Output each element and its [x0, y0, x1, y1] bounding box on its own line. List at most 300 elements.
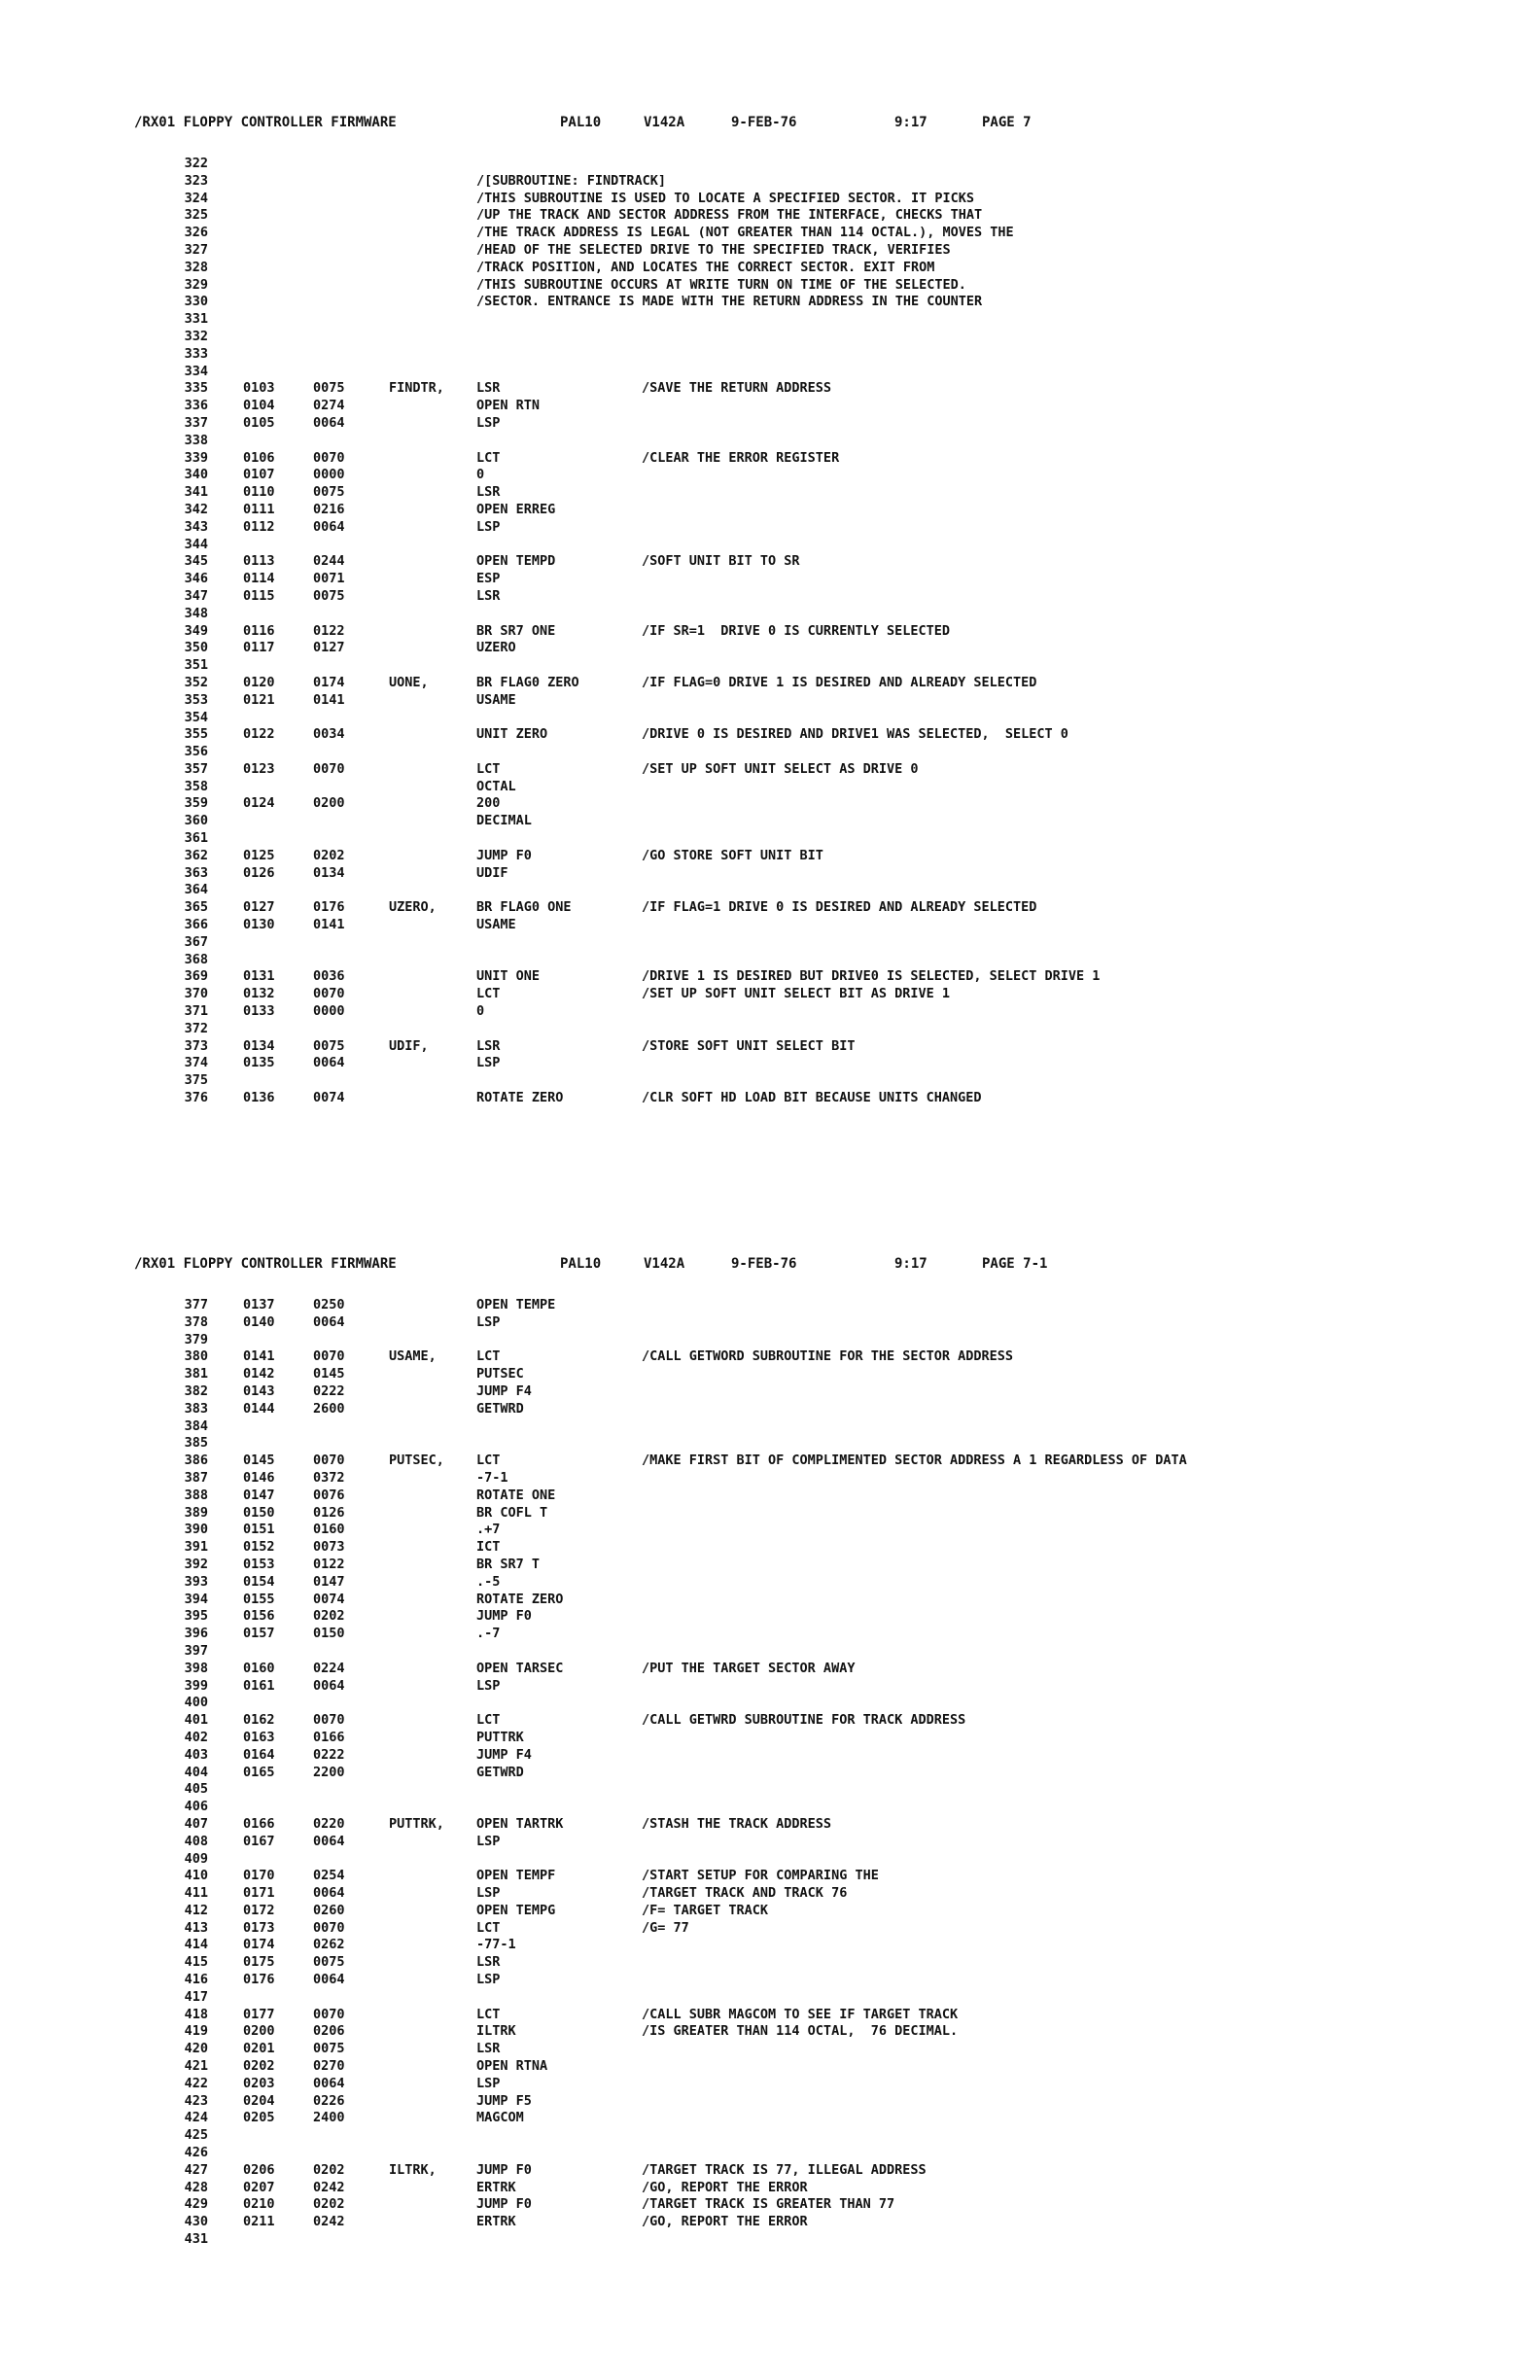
address: 0161 [243, 1677, 275, 1694]
operation: LSP [476, 1055, 501, 1071]
line-number: 394 [184, 1591, 208, 1607]
line-number: 327 [184, 241, 208, 258]
octal-code: 0070 [313, 2006, 345, 2022]
header-version: V142A [644, 1256, 685, 1272]
page-header [0, 115, 1540, 134]
operation: JUMP F0 [476, 2161, 532, 2178]
octal-code: 0150 [313, 1626, 345, 1642]
octal-code: 0202 [313, 2161, 345, 2178]
address: 0126 [243, 864, 275, 881]
address: 0167 [243, 1833, 275, 1849]
listing-line [0, 1297, 1540, 1314]
line-number: 341 [184, 484, 208, 501]
operation: LSP [476, 2075, 501, 2091]
listing-line [0, 2127, 1540, 2145]
line-number: 353 [184, 691, 208, 708]
address: 0156 [243, 1608, 275, 1625]
octal-code: 0242 [313, 2214, 345, 2230]
line-number: 325 [184, 207, 208, 224]
listing-line [0, 191, 1540, 208]
operation: OPEN TEMPF [476, 1868, 556, 1884]
address: 0136 [243, 1090, 275, 1106]
address: 0150 [243, 1504, 275, 1521]
line-number: 397 [184, 1642, 208, 1659]
listing-page-7 [0, 115, 1540, 1107]
listing-line [0, 1868, 1540, 1885]
octal-code: 0075 [313, 2041, 345, 2057]
operation: BR SR7 T [476, 1556, 541, 1572]
address: 0110 [243, 484, 275, 501]
comment: /TARGET TRACK IS GREATER THAN 77 [642, 2196, 895, 2213]
address: 0142 [243, 1366, 275, 1382]
address: 0145 [243, 1452, 275, 1469]
operation: USAME [476, 917, 516, 933]
listing-line [0, 571, 1540, 588]
octal-code: 0064 [313, 1972, 345, 1988]
line-number: 333 [184, 345, 208, 362]
listing-line [0, 934, 1540, 952]
operation: OPEN RTN [476, 398, 541, 414]
operation: OPEN TEMPE [476, 1297, 556, 1312]
line-number: 429 [184, 2196, 208, 2213]
operation: LCT [476, 2006, 501, 2022]
address: 0175 [243, 1954, 275, 1971]
listing-line [0, 1954, 1540, 1972]
line-number: 420 [184, 2041, 208, 2057]
header-title: /RX01 FLOPPY CONTROLLER FIRMWARE [134, 115, 397, 130]
operation: LSP [476, 1972, 501, 1988]
operation: /THIS SUBROUTINE IS USED TO LOCATE A SPECIFIED SECTOR. IT PICKS [476, 190, 975, 206]
label: PUTSEC, [389, 1452, 444, 1469]
line-number: 411 [184, 1885, 208, 1902]
octal-code: 0134 [313, 864, 345, 881]
label: UDIF, [389, 1037, 429, 1054]
line-number: 335 [184, 380, 208, 397]
address: 0163 [243, 1729, 275, 1745]
line-number: 336 [184, 398, 208, 414]
octal-code: 0070 [313, 986, 345, 1002]
address: 0105 [243, 414, 275, 431]
line-number: 412 [184, 1902, 208, 1918]
listing-line [0, 779, 1540, 796]
operation: DECIMAL [476, 813, 532, 829]
octal-code: 0145 [313, 1366, 345, 1382]
operation: GETWRD [476, 1400, 524, 1417]
address: 0166 [243, 1815, 275, 1832]
comment: /GO STORE SOFT UNIT BIT [642, 847, 823, 863]
listing-line [0, 2023, 1540, 2041]
listing-line [0, 225, 1540, 242]
octal-code: 0064 [313, 1885, 345, 1902]
operation: BR SR7 ONE [476, 622, 556, 639]
line-number: 403 [184, 1746, 208, 1763]
octal-code: 0064 [313, 1313, 345, 1330]
line-number: 380 [184, 1348, 208, 1365]
octal-code: 0250 [313, 1297, 345, 1312]
operation: OPEN RTNA [476, 2058, 548, 2075]
line-number: 328 [184, 259, 208, 275]
line-number: 408 [184, 1833, 208, 1849]
listing-line [0, 2162, 1540, 2180]
address: 0113 [243, 553, 275, 570]
operation: LCT [476, 1919, 501, 1936]
listing-line [0, 1695, 1540, 1712]
octal-code: 0071 [313, 571, 345, 587]
listing-line [0, 1055, 1540, 1072]
operation: UNIT ZERO [476, 726, 548, 743]
line-number: 371 [184, 1003, 208, 1020]
address: 0207 [243, 2179, 275, 2195]
listing-line [0, 1608, 1540, 1626]
listing-line [0, 380, 1540, 398]
listing-line [0, 657, 1540, 675]
operation: /[SUBROUTINE: FINDTRACK] [476, 172, 667, 189]
operation: LSP [476, 1313, 501, 1330]
octal-code: 0206 [313, 2023, 345, 2040]
address: 0121 [243, 691, 275, 708]
line-number: 405 [184, 1781, 208, 1798]
operation: LSR [476, 1954, 501, 1971]
octal-code: 0224 [313, 1660, 345, 1676]
listing-line [0, 415, 1540, 433]
line-number: 416 [184, 1972, 208, 1988]
address: 0201 [243, 2041, 275, 2057]
address: 0127 [243, 899, 275, 916]
line-number: 326 [184, 225, 208, 241]
line-number: 355 [184, 726, 208, 743]
address: 0146 [243, 1469, 275, 1486]
line-number: 368 [184, 951, 208, 967]
comment: /STASH THE TRACK ADDRESS [642, 1815, 832, 1832]
listing-line [0, 1072, 1540, 1090]
line-number: 338 [184, 432, 208, 448]
operation: /TRACK POSITION, AND LOCATES THE CORRECT SECTOR. EXIT FROM [476, 259, 935, 275]
comment: /CLR SOFT HD LOAD BIT BECAUSE UNITS CHANGED [642, 1090, 982, 1106]
listing-line [0, 502, 1540, 519]
octal-code: 0127 [313, 640, 345, 656]
octal-code: 0202 [313, 2196, 345, 2213]
listing-line [0, 623, 1540, 641]
listing-line [0, 2196, 1540, 2214]
listing-line [0, 813, 1540, 830]
operation: JUMP F0 [476, 847, 532, 863]
operation: OPEN TEMPG [476, 1902, 556, 1918]
line-number: 334 [184, 363, 208, 379]
listing-lines [0, 1297, 1540, 2249]
label: FINDTR, [389, 380, 444, 397]
octal-code: 0202 [313, 1608, 345, 1625]
octal-code: 0226 [313, 2092, 345, 2109]
address: 0135 [243, 1055, 275, 1071]
listing-line [0, 899, 1540, 917]
line-number: 387 [184, 1469, 208, 1486]
operation: UDIF [476, 864, 508, 881]
header-page-number: PAGE 7 [982, 115, 1032, 130]
listing-line [0, 2093, 1540, 2111]
operation: LCT [476, 760, 501, 777]
octal-code: 0242 [313, 2179, 345, 2195]
operation: OPEN TARSEC [476, 1660, 564, 1676]
comment: /CLEAR THE ERROR REGISTER [642, 449, 840, 466]
operation: LSR [476, 2041, 501, 2057]
listing-line [0, 710, 1540, 727]
listing-line [0, 1418, 1540, 1436]
octal-code: 0244 [313, 553, 345, 570]
operation: ERTRK [476, 2179, 516, 2195]
address: 0132 [243, 986, 275, 1002]
line-number: 329 [184, 276, 208, 293]
octal-code: 0222 [313, 1382, 345, 1399]
operation: OCTAL [476, 778, 516, 794]
line-number: 419 [184, 2023, 208, 2040]
label: UZERO, [389, 899, 437, 916]
octal-code: 2400 [313, 2110, 345, 2126]
line-number: 428 [184, 2179, 208, 2195]
operation: LCT [476, 1348, 501, 1365]
listing-line [0, 1470, 1540, 1488]
octal-code: 0075 [313, 1954, 345, 1971]
line-number: 360 [184, 813, 208, 829]
operation: -7-1 [476, 1469, 508, 1486]
listing-line [0, 1799, 1540, 1816]
operation: PUTSEC [476, 1366, 524, 1382]
operation: JUMP F0 [476, 2196, 532, 2213]
line-number: 390 [184, 1522, 208, 1538]
line-number: 404 [184, 1764, 208, 1780]
operation: LSR [476, 380, 501, 397]
address: 0152 [243, 1539, 275, 1556]
address: 0151 [243, 1522, 275, 1538]
octal-code: 0220 [313, 1815, 345, 1832]
line-number: 361 [184, 830, 208, 847]
octal-code: 0070 [313, 1348, 345, 1365]
listing-line [0, 467, 1540, 484]
address: 0203 [243, 2075, 275, 2091]
listing-line [0, 433, 1540, 450]
octal-code: 0372 [313, 1469, 345, 1486]
line-number: 386 [184, 1452, 208, 1469]
operation: /THE TRACK ADDRESS IS LEGAL (NOT GREATER THAN 114 OCTAL.), MOVES THE [476, 225, 1014, 241]
listing-line [0, 830, 1540, 848]
address: 0130 [243, 917, 275, 933]
line-number: 342 [184, 501, 208, 517]
listing-line [0, 2214, 1540, 2231]
line-number: 425 [184, 2127, 208, 2144]
address: 0170 [243, 1868, 275, 1884]
listing-line [0, 1539, 1540, 1557]
address: 0140 [243, 1313, 275, 1330]
listing-line [0, 1781, 1540, 1799]
line-number: 399 [184, 1677, 208, 1694]
line-number: 367 [184, 933, 208, 950]
label: PUTTRK, [389, 1815, 444, 1832]
header-version: V142A [644, 115, 685, 130]
address: 0131 [243, 968, 275, 985]
line-number: 427 [184, 2161, 208, 2178]
octal-code: 0262 [313, 1937, 345, 1953]
octal-code: 0166 [313, 1729, 345, 1745]
address: 0116 [243, 622, 275, 639]
octal-code: 0222 [313, 1746, 345, 1763]
listing-line [0, 2110, 1540, 2127]
line-number: 372 [184, 1020, 208, 1036]
comment: /START SETUP FOR COMPARING THE [642, 1868, 879, 1884]
label: USAME, [389, 1348, 437, 1365]
octal-code: 0074 [313, 1591, 345, 1607]
header-time: 9:17 [894, 1256, 928, 1272]
octal-code: 0074 [313, 1090, 345, 1106]
operation: 200 [476, 795, 501, 812]
line-number: 348 [184, 605, 208, 621]
listing-line [0, 1090, 1540, 1107]
listing-line [0, 1972, 1540, 1989]
operation: ROTATE ZERO [476, 1090, 564, 1106]
address: 0210 [243, 2196, 275, 2213]
line-number: 332 [184, 328, 208, 344]
address: 0147 [243, 1487, 275, 1503]
address: 0114 [243, 571, 275, 587]
listing-lines [0, 156, 1540, 1107]
listing-line [0, 2076, 1540, 2093]
octal-code: 0122 [313, 1556, 345, 1572]
line-number: 423 [184, 2092, 208, 2109]
listing-line [0, 1816, 1540, 1834]
operation: /UP THE TRACK AND SECTOR ADDRESS FROM THE INTERFACE, CHECKS THAT [476, 207, 983, 224]
line-number: 381 [184, 1366, 208, 1382]
operation: ESP [476, 571, 501, 587]
line-number: 417 [184, 1988, 208, 2005]
line-number: 430 [184, 2214, 208, 2230]
octal-code: 0070 [313, 1712, 345, 1729]
address: 0206 [243, 2161, 275, 2178]
octal-code: 0254 [313, 1868, 345, 1884]
operation: MAGCOM [476, 2110, 524, 2126]
address: 0160 [243, 1660, 275, 1676]
octal-code: 0174 [313, 674, 345, 690]
listing-line [0, 1003, 1540, 1021]
line-number: 343 [184, 518, 208, 535]
operation: LCT [476, 449, 501, 466]
listing-line [0, 311, 1540, 329]
address: 0202 [243, 2058, 275, 2075]
line-number: 324 [184, 190, 208, 206]
listing-line [0, 726, 1540, 744]
operation: USAME [476, 691, 516, 708]
listing-line [0, 1712, 1540, 1730]
operation: LSP [476, 1885, 501, 1902]
address: 0123 [243, 760, 275, 777]
comment: /DRIVE 1 IS DESIRED BUT DRIVE0 IS SELECTED, SELECT DRIVE 1 [642, 968, 1101, 985]
operation: ROTATE ONE [476, 1487, 556, 1503]
listing-line [0, 329, 1540, 346]
line-number: 377 [184, 1297, 208, 1312]
operation: ICT [476, 1539, 501, 1556]
header-assembler: PAL10 [560, 115, 602, 130]
operation: 0 [476, 1003, 485, 1020]
octal-code: 0202 [313, 847, 345, 863]
address: 0103 [243, 380, 275, 397]
octal-code: 2600 [313, 1400, 345, 1417]
octal-code: 0064 [313, 518, 345, 535]
line-number: 406 [184, 1799, 208, 1815]
listing-line [0, 588, 1540, 606]
listing-line [0, 1989, 1540, 2007]
line-number: 431 [184, 2231, 208, 2248]
operation: LCT [476, 986, 501, 1002]
octal-code: 0073 [313, 1539, 345, 1556]
line-number: 395 [184, 1608, 208, 1625]
address: 0141 [243, 1348, 275, 1365]
comment: /TARGET TRACK AND TRACK 76 [642, 1885, 848, 1902]
octal-code: 0000 [313, 1003, 345, 1020]
octal-code: 0200 [313, 795, 345, 812]
listing-line [0, 207, 1540, 225]
operation: 0 [476, 467, 485, 483]
listing-line [0, 2231, 1540, 2249]
octal-code: 0126 [313, 1504, 345, 1521]
octal-code: 0075 [313, 587, 345, 604]
listing-line [0, 1678, 1540, 1696]
line-number: 409 [184, 1850, 208, 1867]
address: 0204 [243, 2092, 275, 2109]
line-number: 356 [184, 744, 208, 760]
comment: /SAVE THE RETURN ADDRESS [642, 380, 832, 397]
octal-code: 0141 [313, 691, 345, 708]
octal-code: 0064 [313, 1677, 345, 1694]
octal-code: 0064 [313, 1055, 345, 1071]
address: 0172 [243, 1902, 275, 1918]
address: 0171 [243, 1885, 275, 1902]
line-number: 400 [184, 1695, 208, 1711]
listing-line [0, 1383, 1540, 1401]
octal-code: 0064 [313, 1833, 345, 1849]
octal-code: 0075 [313, 484, 345, 501]
line-number: 331 [184, 311, 208, 328]
listing-page-7-1 [0, 1256, 1540, 2249]
listing-line [0, 1574, 1540, 1592]
listing-line [0, 848, 1540, 865]
listing-line [0, 1730, 1540, 1747]
operation: LSP [476, 414, 501, 431]
comment: /CALL SUBR MAGCOM TO SEE IF TARGET TRACK [642, 2006, 959, 2022]
listing-line [0, 519, 1540, 537]
line-number: 358 [184, 778, 208, 794]
listing-line [0, 692, 1540, 710]
comment: /G= 77 [642, 1919, 689, 1936]
listing-line [0, 2145, 1540, 2162]
operation: ILTRK [476, 2023, 516, 2040]
listing-line [0, 1643, 1540, 1661]
label: UONE, [389, 674, 429, 690]
operation: LCT [476, 1452, 501, 1469]
comment: /TARGET TRACK IS 77, ILLEGAL ADDRESS [642, 2161, 927, 2178]
operation: LSP [476, 518, 501, 535]
octal-code: 0075 [313, 380, 345, 397]
line-number: 402 [184, 1729, 208, 1745]
operation: .-7 [476, 1626, 501, 1642]
listing-line [0, 1592, 1540, 1609]
octal-code: 0000 [313, 467, 345, 483]
line-number: 350 [184, 640, 208, 656]
line-number: 340 [184, 467, 208, 483]
listing-line [0, 744, 1540, 761]
listing-line [0, 1626, 1540, 1643]
comment: /CALL GETWORD SUBROUTINE FOR THE SECTOR ADDRESS [642, 1348, 1014, 1365]
listing-line [0, 1366, 1540, 1383]
listing-line [0, 294, 1540, 311]
line-number: 337 [184, 414, 208, 431]
line-number: 385 [184, 1435, 208, 1452]
